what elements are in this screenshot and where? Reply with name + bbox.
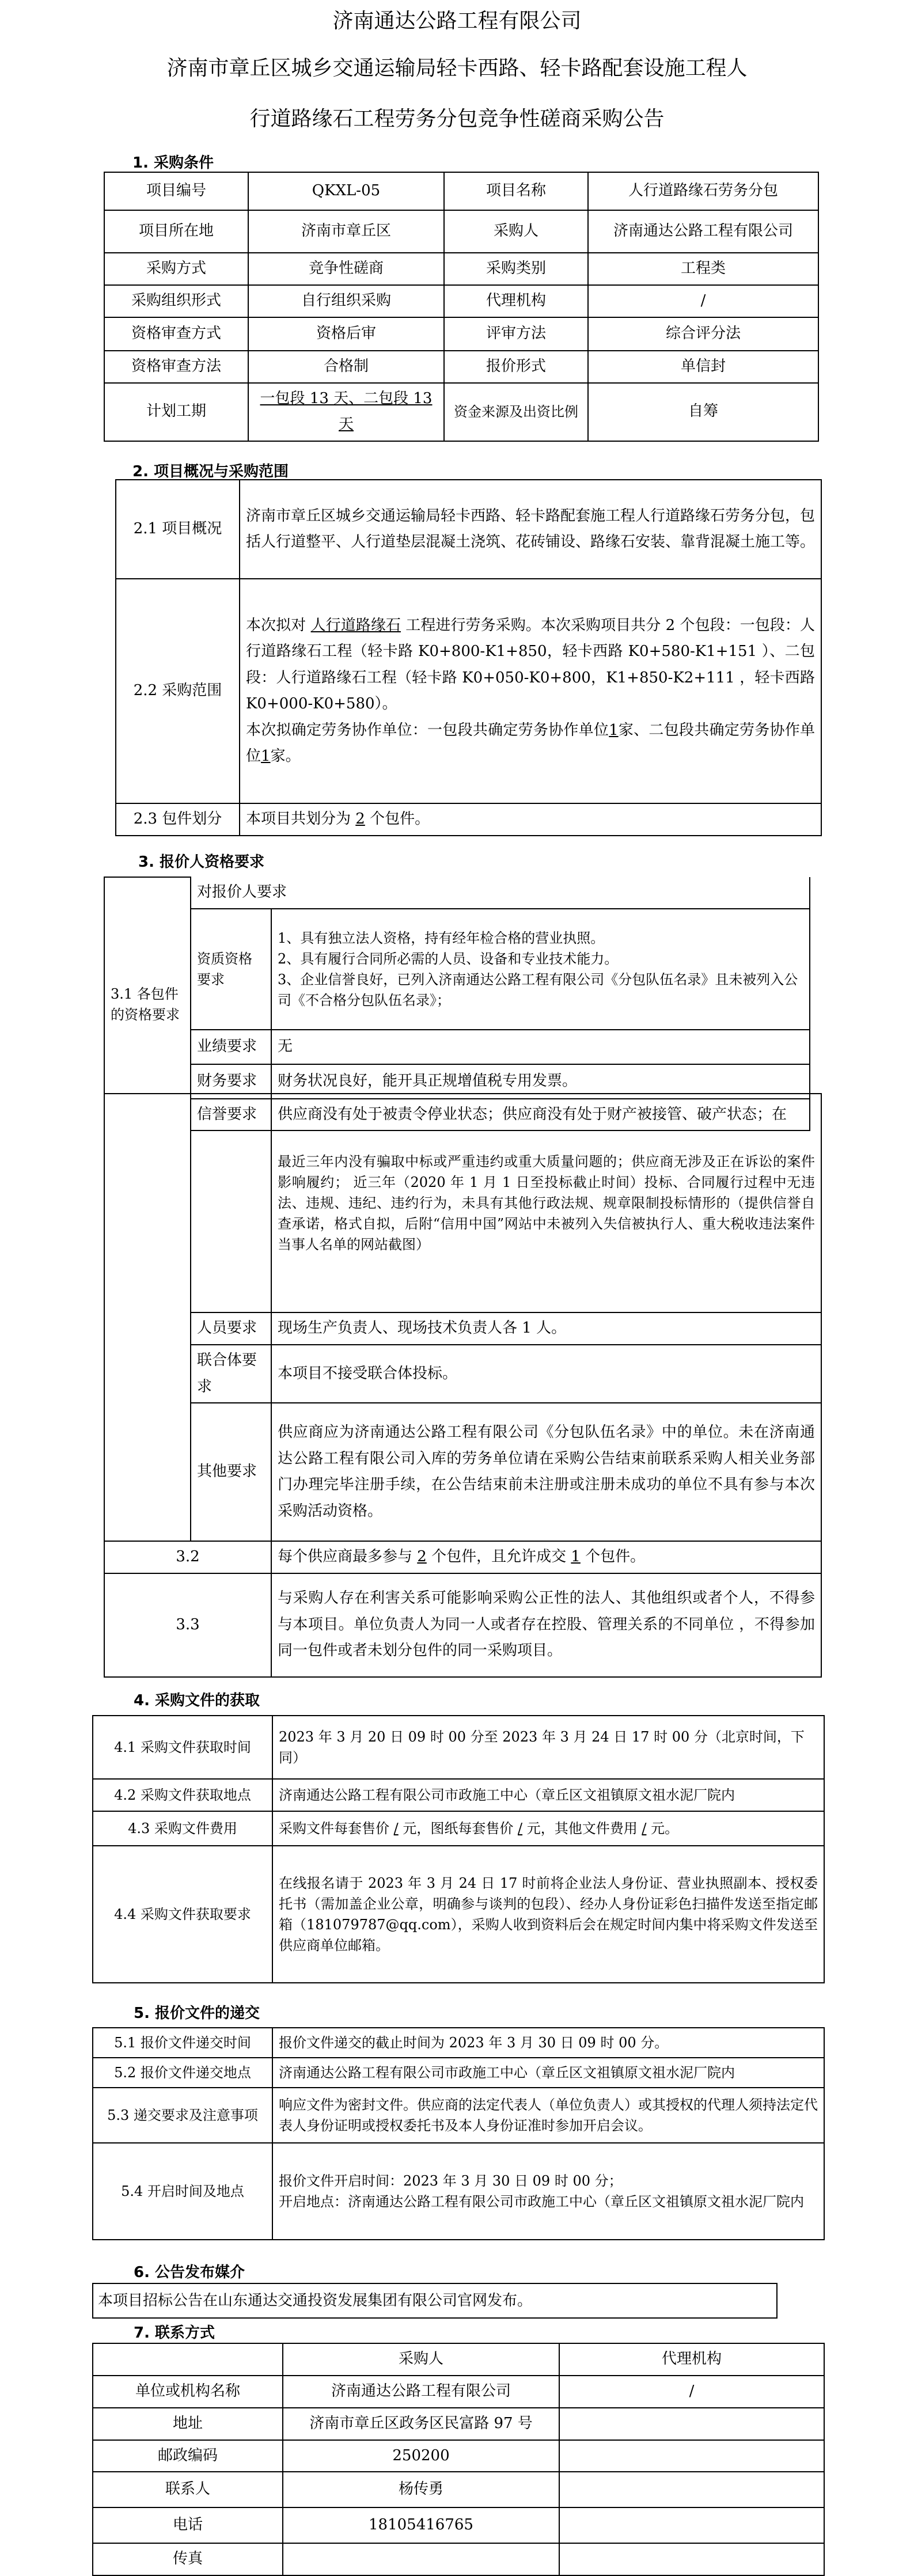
value-cell: 竞争性磋商 bbox=[248, 253, 444, 285]
opening-label: 5.4 开启时间及地点 bbox=[93, 2143, 272, 2240]
agent-value bbox=[559, 2472, 824, 2507]
document-fee-text: 采购文件每套售价 / 元，图纸每套售价 / 元，其他文件费用 / 元。 bbox=[272, 1811, 824, 1846]
buyer-value: 18105416765 bbox=[283, 2507, 559, 2543]
value-cell: 单信封 bbox=[588, 351, 818, 383]
section-4-heading: 4. 采购文件的获取 bbox=[134, 1692, 260, 1709]
label-cell: 报价形式 bbox=[444, 351, 588, 383]
section-2-heading: 2. 项目概况与采购范围 bbox=[132, 463, 289, 480]
label-cell: 计划工期 bbox=[104, 383, 248, 441]
submission-place-text: 济南通达公路工程有限公司市政施工中心（章丘区文祖镇原文祖水泥厂院内 bbox=[272, 2058, 824, 2088]
table-row bbox=[93, 2440, 824, 2472]
financial-requirement-label: 财务要求 bbox=[191, 1064, 271, 1099]
value-cell: QKXL-05 bbox=[248, 172, 444, 210]
label-cell: 项目所在地 bbox=[104, 210, 248, 253]
value-cell: 自行组织采购 bbox=[248, 285, 444, 317]
project-overview-text: 济南市章丘区城乡交通运输局轻卡西路、轻卡路配套施工程人行道路缘石劳务分包，包括人行道整平、人行道垫层混凝土浇筑、花砖铺设、路缘石安装、靠背混凝土施工等。 bbox=[240, 480, 821, 579]
submission-table bbox=[92, 2027, 825, 2240]
table-row bbox=[93, 2058, 824, 2088]
agent-value bbox=[559, 2507, 824, 2543]
acquisition-time-text: 2023 年 3 月 20 日 09 时 00 分至 2023 年 3 月 24 日 17 时 00 分（北京时间，下同） bbox=[272, 1716, 824, 1779]
procurement-scope-text: 本次拟对 人行道路缘石 工程进行劳务采购。本次采购项目共分 2 个包段：一包段：人行道路缘石工程（轻卡路 K0+800-K1+850，轻卡西路 K0+580-K1+151 ）、二包段：人行道路缘石工程（轻卡路 K0+050-K0+800，K1+850-K2+111 ，轻卡西路 K0+000-K0+580）。 本次拟确定劳务协作单位：一包段共确定劳务协作单位1家、二包段共确定劳务协作单位1家。 bbox=[240, 579, 821, 803]
procurement-scope-label: 2.2 采购范围 bbox=[116, 579, 240, 803]
table-row bbox=[93, 1716, 824, 1779]
submission-requirement-label: 5.3 递交要求及注意事项 bbox=[93, 2088, 272, 2143]
table-row bbox=[93, 1779, 824, 1811]
table-row bbox=[104, 351, 818, 383]
section-1-heading: 1. 采购条件 bbox=[132, 154, 214, 172]
agent-value: / bbox=[559, 2376, 824, 2408]
contact-label: 传真 bbox=[93, 2543, 283, 2575]
label-cell: 资金来源及出资比例 bbox=[444, 383, 588, 441]
table-row bbox=[93, 2543, 824, 2575]
media-notice-text: 本项目招标公告在山东通达交通投资发展集团有限公司官网发布。 bbox=[98, 2292, 533, 2309]
announcement-title-line-2: 行道路缘石工程劳务分包竞争性磋商采购公告 bbox=[249, 107, 665, 131]
quality-requirement-label: 资质资格要求 bbox=[191, 909, 271, 1030]
contact-label: 电话 bbox=[93, 2507, 283, 2543]
table-row bbox=[104, 253, 818, 285]
table-row bbox=[104, 1541, 821, 1573]
credit-requirement-continued-text: 最近三年内没有骗取中标或严重违约或重大质量问题的；供应商无涉及正在诉讼的案件影响履约； 近三年（2020 年 1 月 1 日至投标截止时间）投标、合同履行过程中无违法、违规、违纪、违约行为，未具有其他行政法规、规章限制投标情形的（提供信誉自查承诺，格式自拟，后附“信用中国”网站中未被列入失信被执行人、重大税收违法案件当事人名单的网站截图） bbox=[271, 1094, 821, 1312]
package-division-label: 2.3 包件划分 bbox=[116, 803, 240, 836]
clause-3-2-text: 每个供应商最多参与 2 个包件，且允许成交 1 个包件。 bbox=[271, 1541, 821, 1573]
table-row bbox=[93, 2507, 824, 2543]
consortium-requirement-text: 本项目不接受联合体投标。 bbox=[271, 1345, 821, 1403]
contact-header-empty bbox=[93, 2343, 283, 2376]
value-cell: 综合评分法 bbox=[588, 317, 818, 351]
project-overview-table bbox=[115, 479, 822, 836]
table-row bbox=[93, 2472, 824, 2507]
buyer-value: 250200 bbox=[283, 2440, 559, 2472]
performance-requirement-text: 无 bbox=[271, 1030, 810, 1064]
table-row bbox=[104, 172, 818, 210]
acquisition-requirement-text: 在线报名请于 2023 年 3 月 24 日 17 时前将企业法人身份证、营业执照副本、授权委托书（需加盖企业公章，明确参与谈判的包段）、经办人身份证彩色扫描件发送至指定邮箱（181079787@qq.com），采购人收到资料后会在规定时间内集中将采购文件发送至供应商单位邮箱。 bbox=[272, 1846, 824, 1983]
buyer-value: 济南市章丘区政务区民富路 97 号 bbox=[283, 2408, 559, 2440]
table-row bbox=[116, 480, 821, 579]
contact-label: 单位或机构名称 bbox=[93, 2376, 283, 2408]
announcement-title-line-1: 济南市章丘区城乡交通运输局轻卡西路、轻卡路配套设施工程人 bbox=[166, 56, 748, 80]
table-row bbox=[93, 2143, 824, 2240]
opening-place-text: 开启地点：济南通达公路工程有限公司市政施工中心（章丘区文祖镇原文祖水泥厂院内 bbox=[279, 2194, 804, 2210]
label-cell: 采购组织形式 bbox=[104, 285, 248, 317]
other-requirement-label: 其他要求 bbox=[191, 1403, 271, 1541]
acquisition-requirement-label: 4.4 采购文件获取要求 bbox=[93, 1846, 272, 1983]
submission-time-text: 报价文件递交的截止时间为 2023 年 3 月 30 日 09 时 00 分。 bbox=[272, 2028, 824, 2058]
package-qualification-label: 3.1 各包件的资格要求 bbox=[104, 877, 191, 1130]
other-requirement-text: 供应商应为济南通达公路工程有限公司《分包队伍名录》中的单位。未在济南通达公路工程有限公司入库的劳务单位请在采购公告结束前联系采购人相关业务部门办理完毕注册手续，在公告结束前未注册或注册未成功的单位不具有参与本次采购活动资格。 bbox=[271, 1403, 821, 1541]
table-row bbox=[104, 383, 818, 441]
consortium-requirement-label: 联合体要求 bbox=[191, 1345, 271, 1403]
table-row bbox=[93, 2376, 824, 2408]
section-7-heading: 7. 联系方式 bbox=[134, 2324, 215, 2342]
contact-header-agent: 代理机构 bbox=[559, 2343, 824, 2376]
table-row bbox=[104, 210, 818, 253]
document-acquisition-table bbox=[92, 1715, 825, 1983]
procurement-conditions-table bbox=[104, 172, 819, 442]
table-row bbox=[104, 877, 810, 909]
value-cell: / bbox=[588, 285, 818, 317]
value-cell: 人行道路缘石劳务分包 bbox=[588, 172, 818, 210]
contact-label: 地址 bbox=[93, 2408, 283, 2440]
staff-requirement-text: 现场生产负责人、现场技术负责人各 1 人。 bbox=[271, 1312, 821, 1345]
value-cell: 自筹 bbox=[588, 383, 818, 441]
table-row bbox=[93, 2343, 824, 2376]
buyer-value: 杨传勇 bbox=[283, 2472, 559, 2507]
media-notice-box bbox=[92, 2283, 778, 2319]
table-row bbox=[116, 579, 821, 803]
contact-label: 邮政编码 bbox=[93, 2440, 283, 2472]
label-cell: 项目名称 bbox=[444, 172, 588, 210]
table-row bbox=[104, 1030, 810, 1064]
table-row bbox=[104, 909, 810, 1030]
contact-table bbox=[92, 2343, 825, 2576]
value-cell: 工程类 bbox=[588, 253, 818, 285]
table-row bbox=[93, 2408, 824, 2440]
qualification-table-part-2 bbox=[104, 1093, 822, 1678]
table-row bbox=[104, 1573, 821, 1677]
table-row bbox=[93, 1846, 824, 1983]
table-row bbox=[104, 317, 818, 351]
label-cell: 采购人 bbox=[444, 210, 588, 253]
credit-requirement-label-continued bbox=[191, 1094, 271, 1312]
buyer-value bbox=[283, 2543, 559, 2575]
table-row bbox=[104, 285, 818, 317]
value-cell: 济南通达公路工程有限公司 bbox=[588, 210, 818, 253]
qualification-label-cell bbox=[104, 1094, 191, 1541]
table-row bbox=[116, 803, 821, 836]
submission-time-label: 5.1 报价文件递交时间 bbox=[93, 2028, 272, 2058]
quality-requirement-text: 1、具有独立法人资格，持有经年检合格的营业执照。 2、具有履行合同所必需的人员、设备和专业技术能力。 3、企业信誉良好，已列入济南通达公路工程有限公司《分包队伍名录》且未被列入公司《不合格分包队伍名录》； bbox=[271, 909, 810, 1030]
project-overview-label: 2.1 项目概况 bbox=[116, 480, 240, 579]
label-cell: 资格审查方法 bbox=[104, 351, 248, 383]
credit-requirement-label: 信誉要求 bbox=[191, 1099, 271, 1131]
buyer-value: 济南通达公路工程有限公司 bbox=[283, 2376, 559, 2408]
agent-value bbox=[559, 2408, 824, 2440]
table-row bbox=[104, 1345, 821, 1403]
acquisition-place-label: 4.2 采购文件获取地点 bbox=[93, 1779, 272, 1811]
label-cell: 采购方式 bbox=[104, 253, 248, 285]
table-row bbox=[93, 2088, 824, 2143]
label-cell: 评审方法 bbox=[444, 317, 588, 351]
agent-value bbox=[559, 2543, 824, 2575]
table-row bbox=[93, 1811, 824, 1846]
clause-3-3-label: 3.3 bbox=[104, 1573, 271, 1677]
table-row bbox=[104, 1094, 821, 1312]
credit-requirement-text: 供应商没有处于被责令停业状态；供应商没有处于财产被接管、破产状态；在 bbox=[271, 1099, 810, 1131]
requirement-header: 对报价人要求 bbox=[191, 877, 810, 909]
contact-label: 联系人 bbox=[93, 2472, 283, 2507]
clause-3-3-text: 与采购人存在利害关系可能影响采购公正性的法人、其他组织或者个人，不得参与本项目。单位负责人为同一人或者存在控股、管理关系的不同单位 ，不得参加同一包件或者未划分包件的同一采购项目。 bbox=[271, 1573, 821, 1677]
opening-time-text: 报价文件开启时间：2023 年 3 月 30 日 09 时 00 分； bbox=[279, 2173, 623, 2189]
table-row bbox=[93, 2028, 824, 2058]
value-cell: 济南市章丘区 bbox=[248, 210, 444, 253]
agent-value bbox=[559, 2440, 824, 2472]
section-5-heading: 5. 报价文件的递交 bbox=[134, 2005, 260, 2022]
section-3-heading: 3. 报价人资格要求 bbox=[138, 853, 265, 871]
submission-place-label: 5.2 报价文件递交地点 bbox=[93, 2058, 272, 2088]
value-cell: 合格制 bbox=[248, 351, 444, 383]
label-cell: 资格审查方式 bbox=[104, 317, 248, 351]
contact-header-buyer: 采购人 bbox=[283, 2343, 559, 2376]
submission-requirement-text: 响应文件为密封文件。供应商的法定代表人（单位负责人）或其授权的代理人须持法定代表人身份证明或授权委托书及本人身份证准时参加开启会议。 bbox=[272, 2088, 824, 2143]
opening-text bbox=[272, 2143, 824, 2240]
financial-requirement-text: 财务状况良好，能开具正规增值税专用发票。 bbox=[271, 1064, 810, 1099]
section-6-heading: 6. 公告发布媒介 bbox=[134, 2264, 245, 2281]
acquisition-place-text: 济南通达公路工程有限公司市政施工中心（章丘区文祖镇原文祖水泥厂院内 bbox=[272, 1779, 824, 1811]
performance-requirement-label: 业绩要求 bbox=[191, 1030, 271, 1064]
document-fee-label: 4.3 采购文件费用 bbox=[93, 1811, 272, 1846]
table-row bbox=[104, 1312, 821, 1345]
label-cell: 项目编号 bbox=[104, 172, 248, 210]
label-cell: 采购类别 bbox=[444, 253, 588, 285]
staff-requirement-label: 人员要求 bbox=[191, 1312, 271, 1345]
table-row bbox=[104, 1403, 821, 1541]
company-title: 济南通达公路工程有限公司 bbox=[332, 9, 582, 33]
value-cell: 一包段 13 天、二包段 13 天 bbox=[248, 383, 444, 441]
value-cell: 资格后审 bbox=[248, 317, 444, 351]
package-division-text: 本项目共划分为 2 个包件。 bbox=[240, 803, 821, 836]
clause-3-2-label: 3.2 bbox=[104, 1541, 271, 1573]
label-cell: 代理机构 bbox=[444, 285, 588, 317]
acquisition-time-label: 4.1 采购文件获取时间 bbox=[93, 1716, 272, 1779]
